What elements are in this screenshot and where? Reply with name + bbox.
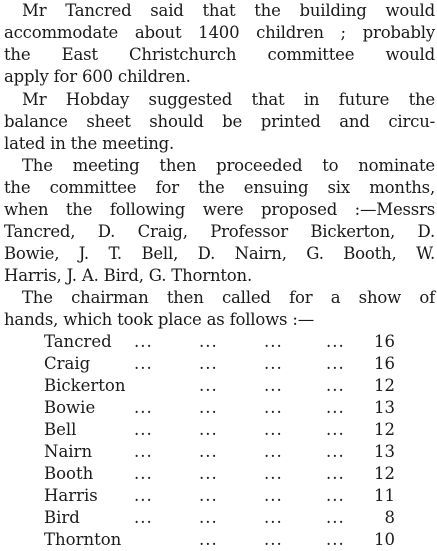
article-line: accommodate about 1400 children ; probably (4, 23, 435, 42)
vote-count: 8 (384, 508, 395, 527)
leader-dots: ... (134, 332, 153, 351)
vote-count: 16 (374, 354, 395, 373)
leader-dots: ... (326, 530, 345, 549)
vote-name: Bickerton (44, 376, 126, 395)
leader-dots: ... (134, 486, 153, 505)
article-line: The meeting then proceeded to nominate (22, 156, 435, 175)
leader-dots: ... (199, 508, 218, 527)
leader-dots: ... (326, 398, 345, 417)
vote-name: Booth (44, 464, 94, 483)
article-line: apply for 600 children. (4, 67, 191, 86)
leader-dots: ... (199, 442, 218, 461)
leader-dots: ... (264, 508, 283, 527)
leader-dots: ... (199, 420, 218, 439)
leader-dots: ... (326, 376, 345, 395)
leader-dots: ... (264, 530, 283, 549)
leader-dots: ... (326, 508, 345, 527)
leader-dots: ... (134, 464, 153, 483)
leader-dots: ... (199, 486, 218, 505)
article-line: Harris, J. A. Bird, G. Thornton. (4, 266, 253, 285)
vote-row (0, 419, 437, 441)
leader-dots: ... (326, 332, 345, 351)
leader-dots: ... (326, 354, 345, 373)
leader-dots: ... (326, 486, 345, 505)
leader-dots: ... (326, 464, 345, 483)
vote-count: 13 (374, 442, 395, 461)
leader-dots: ... (199, 464, 218, 483)
vote-name: Thornton (44, 530, 122, 549)
leader-dots: ... (199, 332, 218, 351)
leader-dots: ... (326, 420, 345, 439)
vote-count: 12 (374, 464, 395, 483)
article-line: Mr Tancred said that the building would (22, 1, 435, 20)
vote-row (0, 331, 437, 353)
vote-name: Tancred (44, 332, 112, 351)
leader-dots: ... (134, 442, 153, 461)
vote-row (0, 353, 437, 375)
vote-row (0, 507, 437, 529)
vote-row (0, 397, 437, 419)
leader-dots: ... (199, 376, 218, 395)
vote-row (0, 375, 437, 397)
leader-dots: ... (264, 398, 283, 417)
vote-name: Bell (44, 420, 77, 439)
vote-row (0, 463, 437, 485)
vote-count: 12 (374, 420, 395, 439)
leader-dots: ... (264, 486, 283, 505)
vote-count: 10 (374, 530, 395, 549)
leader-dots: ... (134, 354, 153, 373)
vote-name: Craig (44, 354, 91, 373)
leader-dots: ... (134, 398, 153, 417)
article-line: Bowie, J. T. Bell, D. Nairn, G. Booth, W. (4, 244, 435, 263)
leader-dots: ... (199, 398, 218, 417)
vote-name: Bowie (44, 398, 96, 417)
vote-count: 16 (374, 332, 395, 351)
leader-dots: ... (264, 376, 283, 395)
leader-dots: ... (264, 354, 283, 373)
leader-dots: ... (264, 332, 283, 351)
article-line: balance sheet should be printed and circu- (4, 112, 435, 131)
leader-dots: ... (264, 420, 283, 439)
leader-dots: ... (134, 420, 153, 439)
article-line: the East Christchurch committee would (4, 45, 435, 64)
article-line: when the following were proposed :—Messrs (4, 200, 435, 219)
vote-count: 12 (374, 376, 395, 395)
vote-row (0, 485, 437, 507)
vote-count: 13 (374, 398, 395, 417)
leader-dots: ... (199, 530, 218, 549)
leader-dots: ... (264, 442, 283, 461)
vote-count: 11 (374, 486, 395, 505)
article-line: lated in the meeting. (4, 134, 175, 153)
article-line: Mr Hobday suggested that in future the (22, 90, 435, 109)
article-line: the committee for the ensuing six months, (4, 178, 435, 197)
vote-name: Nairn (44, 442, 93, 461)
article-line: The chairman then called for a show of (22, 288, 435, 307)
vote-row (0, 441, 437, 463)
leader-dots: ... (134, 508, 153, 527)
leader-dots: ... (264, 464, 283, 483)
leader-dots: ... (199, 354, 218, 373)
vote-name: Bird (44, 508, 80, 527)
vote-row (0, 529, 437, 551)
vote-name: Harris (44, 486, 98, 505)
article-line: hands, which took place as follows :— (4, 310, 314, 329)
leader-dots: ... (326, 442, 345, 461)
article-line: Tancred, D. Craig, Professor Bickerton, D. (4, 222, 435, 241)
